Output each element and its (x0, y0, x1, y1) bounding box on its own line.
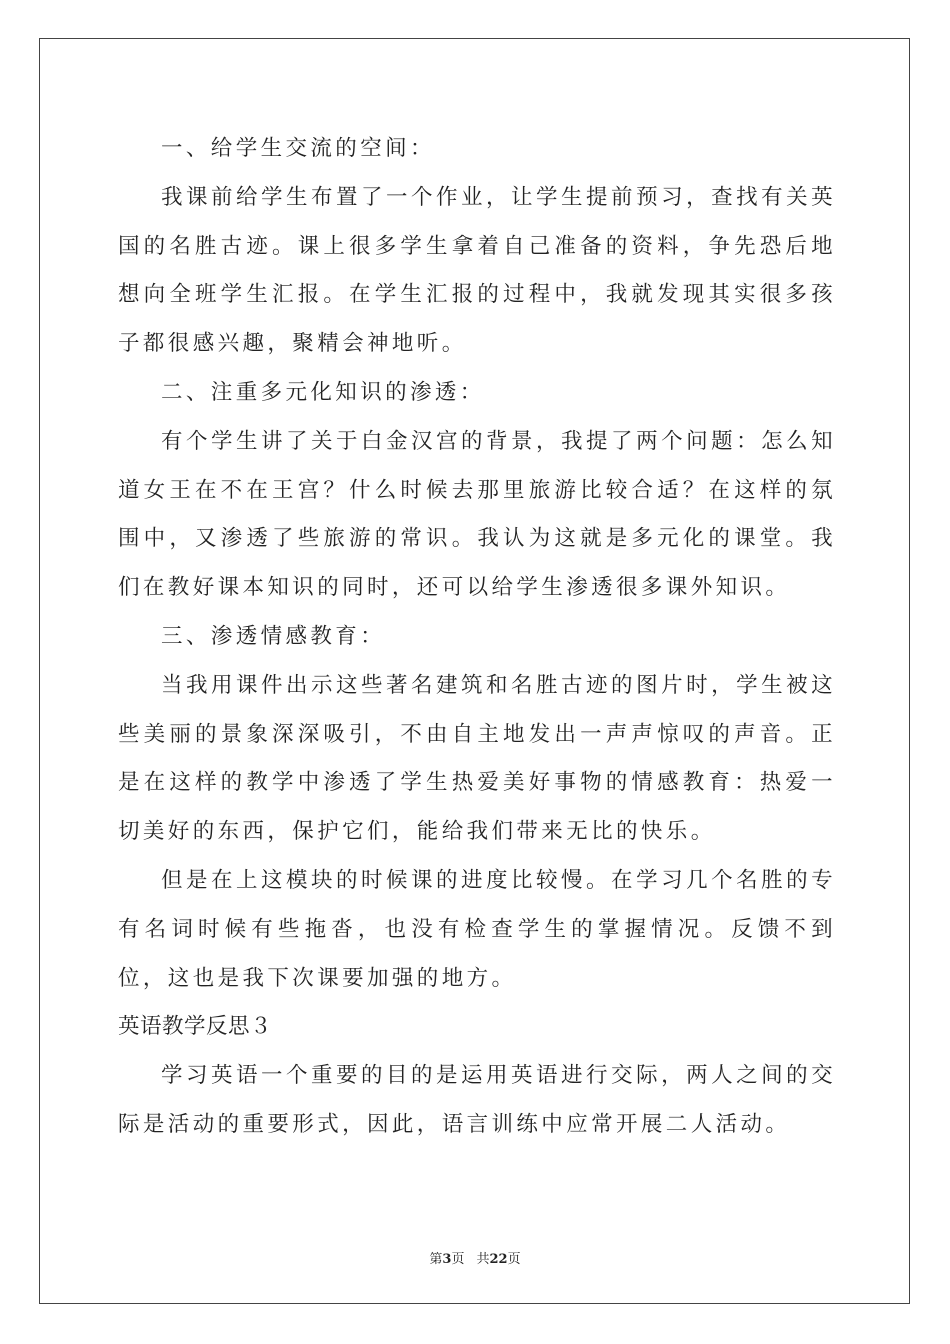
page-suffix: 页 (451, 1252, 465, 1267)
document-body (118, 125, 836, 1150)
heading-diversified-knowledge: 二、注重多元化知识的渗透： (161, 379, 485, 405)
page-prefix: 第 (429, 1252, 443, 1267)
page-number: 3 (442, 1252, 452, 1267)
paragraph-landmark-pictures: 当我用课件出示这些著名建筑和名胜古迹的图片时，学生被这些美丽的景象深深吸引，不由自主地发出一声声惊叹的声音。正是在这样的教学中渗透了学生热爱美好事物的情感教育：热爱一切美好的东西，保护它们，能给我们带来无比的快乐。 (118, 672, 836, 845)
page-footer (0, 1248, 950, 1267)
total-suffix: 页 (507, 1252, 521, 1267)
paragraph-pair-activities: 学习英语一个重要的目的是运用英语进行交际，两人之间的交际是活动的重要形式，因此，语言训练中应常开展二人活动。 (118, 1063, 836, 1137)
total-pages: 22 (489, 1252, 508, 1267)
paragraph-preview-homework: 我课前给学生布置了一个作业，让学生提前预习，查找有关英国的名胜古迹。课上很多学生拿着自己准备的资料，争先恐后地想向全班学生汇报。在学生汇报的过程中，我就发现其实很多孩子都很感兴趣，聚精会神地听。 (118, 184, 836, 357)
paragraph-buckingham-palace: 有个学生讲了关于白金汉宫的背景，我提了两个问题：怎么知道女王在不在王宫？什么时候去那里旅游比较合适？在这样的氛围中，又渗透了些旅游的常识。我认为这就是多元化的课堂。我们在教好课本知识的同时，还可以给学生渗透很多课外知识。 (118, 428, 836, 601)
paragraph-slow-progress: 但是在上这模块的时候课的进度比较慢。在学习几个名胜的专有名词时候有些拖沓，也没有检查学生的掌握情况。反馈不到位，这也是我下次课要加强的地方。 (118, 867, 836, 991)
total-prefix: 共 (476, 1252, 490, 1267)
heading-exchange-space: 一、给学生交流的空间： (161, 136, 435, 161)
heading-emotional-education: 三、渗透情感教育： (161, 623, 386, 649)
section-title: 英语教学反思３ (118, 1014, 273, 1040)
